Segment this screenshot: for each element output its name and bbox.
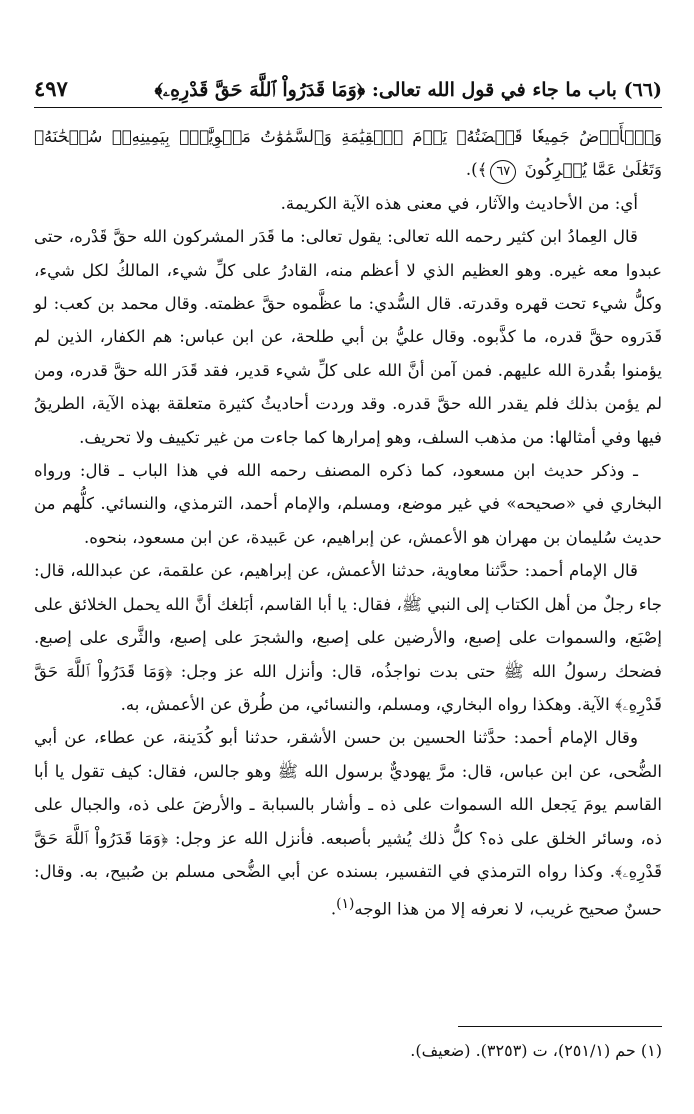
chapter-title-quran: ﴿وَمَا قَدَرُواْ ٱللَّهَ حَقَّ قَدْرِهِۦ﴾ (154, 79, 366, 101)
chapter-title-text: (٦٦) باب ما جاء في قول الله تعالى: (371, 79, 662, 101)
paragraph-end: . (330, 899, 337, 919)
footnote: (١) حم (٢٥١/١)، ت (٣٢٥٣). (ضعيف). (410, 1041, 662, 1060)
paragraph-ahmad-2 (34, 721, 662, 926)
paragraph-ahmad-1: قال الإمام أحمد: حدَّثنا معاوية، حدثنا الأعمش، عن إبراهيم، عن علقمة، عن عبدالله، قال: جاء رجلٌ من أهل الكتاب إلى النبي ﷺ، فقال: يا أبا القاسم، أبَلغك أنَّ الله يحمل الخلائق على إصْبَع، والسموات على إصبع، والأرضين على إصبع، والشجرَ على إصبع، والثَّرى على إصبع. فضحك رسولُ الله ﷺ حتى بدت نواجذُه، قال: وأنزل الله عز وجل: ﴿وَمَا قَدَرُواْ ٱللَّهَ حَقَّ قَدْرِهِۦ﴾ الآية. وهكذا رواه البخاري، ومسلم، والنسائي، من طُرق عن الأعمش، به. (34, 561, 662, 714)
main-text (34, 120, 662, 926)
paragraph-ibn-masud: ـ وذكر حديث ابن مسعود، كما ذكره المصنف رحمه الله في هذا الباب ـ قال: ورواه البخاري في «صحيحه» في غير موضع، ومسلم، والإمام أحمد، الترمذي، والنسائي. كلُّهم من حديث سُليمان بن مهران هو الأعمش، عن إبراهيم، عن عَبيدة، عن ابن مسعود، بنحوه. (34, 461, 662, 547)
verse-text: وَٱلۡأَرۡضُ جَمِيعٗا قَبۡضَتُهُۥ يَوۡمَ ٱلۡقِيَٰمَةِ وَٱلسَّمَٰوَٰتُ مَطۡوِيَّٰتُۢ بِيَمِينِهِۦۚ سُبۡحَٰنَهُۥ وَتَعَٰلَىٰ عَمَّا يُشۡرِكُونَ (34, 127, 662, 180)
verse-paragraph (34, 120, 662, 187)
paragraph-ahmad-2-text: وقال الإمام أحمد: حدَّثنا الحسين بن حسن الأشقر، حدثنا أبو كُدَينة، عن عطاء، عن أبي الضُّحى، عن ابن عباس، قال: مرَّ يهوديٌّ برسول الله ﷺ وهو جالس، فقال: كيف تقول يا أبا القاسم يومَ يَجعل الله السموات على ذه ـ وأشار بالسبابة ـ والأرضَ على ذه، والجبال على ذه، وسائر الخلق على ذه؟ كلُّ ذلك يُشير بأصبعه. فأنزل الله عز وجل: ﴿وَمَا قَدَرُواْ ٱللَّهَ حَقَّ قَدْرِهِۦ﴾. وكذا رواه الترمذي في التفسير، بسنده عن أبي الضُّحى مسلم بن صُبيح، به. وقال: حسنٌ صحيح غريب، لا نعرفه إلا من هذا الوجه (34, 728, 662, 919)
paragraph-intro: أي: من الأحاديث والآثار، في معنى هذه الآية الكريمة. (280, 193, 638, 213)
footnote-divider (458, 1026, 662, 1027)
verse-number: ٦٧ (490, 160, 516, 184)
page-header (34, 58, 662, 108)
chapter-title (154, 79, 662, 101)
footnote-marker[interactable]: (١) (336, 896, 355, 913)
book-page (34, 58, 662, 1088)
page-number: ٤٩٧ (34, 76, 68, 101)
paragraph-ibn-kathir: قال العِمادُ ابن كثير رحمه الله تعالى: يقول تعالى: ما قَدَر المشركون الله حقَّ قَدْره، حتى عبدوا معه غيره. وهو العظيم الذي لا أعظم منه، القادرُ على كلِّ شيء، المالكُ لكل شيء، وكلُّ شيء تحت قهره وقدرته. قال السُّدي: ما عظَّموه حقَّ عظمته. وقال محمد بن كعب: لو قَدَروه حقَّ قدره، ما كذَّبوه. وقال عليُّ بن أبي طلحة، عن ابن عباس: هم الكفار، الذين لم يؤمنوا بقُدرة الله عليهم. فمن آمن أنَّ الله على كلِّ شيء قدير، فقد قَدَر الله حقَّ قدره، ومن لم يؤمن بذلك فلم يقدر الله حقَّ قدره. وقد وردت أحاديثُ كثيرة متعلقة بهذه الآية، الطريقُ فيها وفي أمثالها: من مذهب السلف، وهو إمرارها كما جاءت من غير تكييف ولا تحريف. (34, 227, 662, 447)
verse-close: ﴾). (465, 160, 488, 180)
